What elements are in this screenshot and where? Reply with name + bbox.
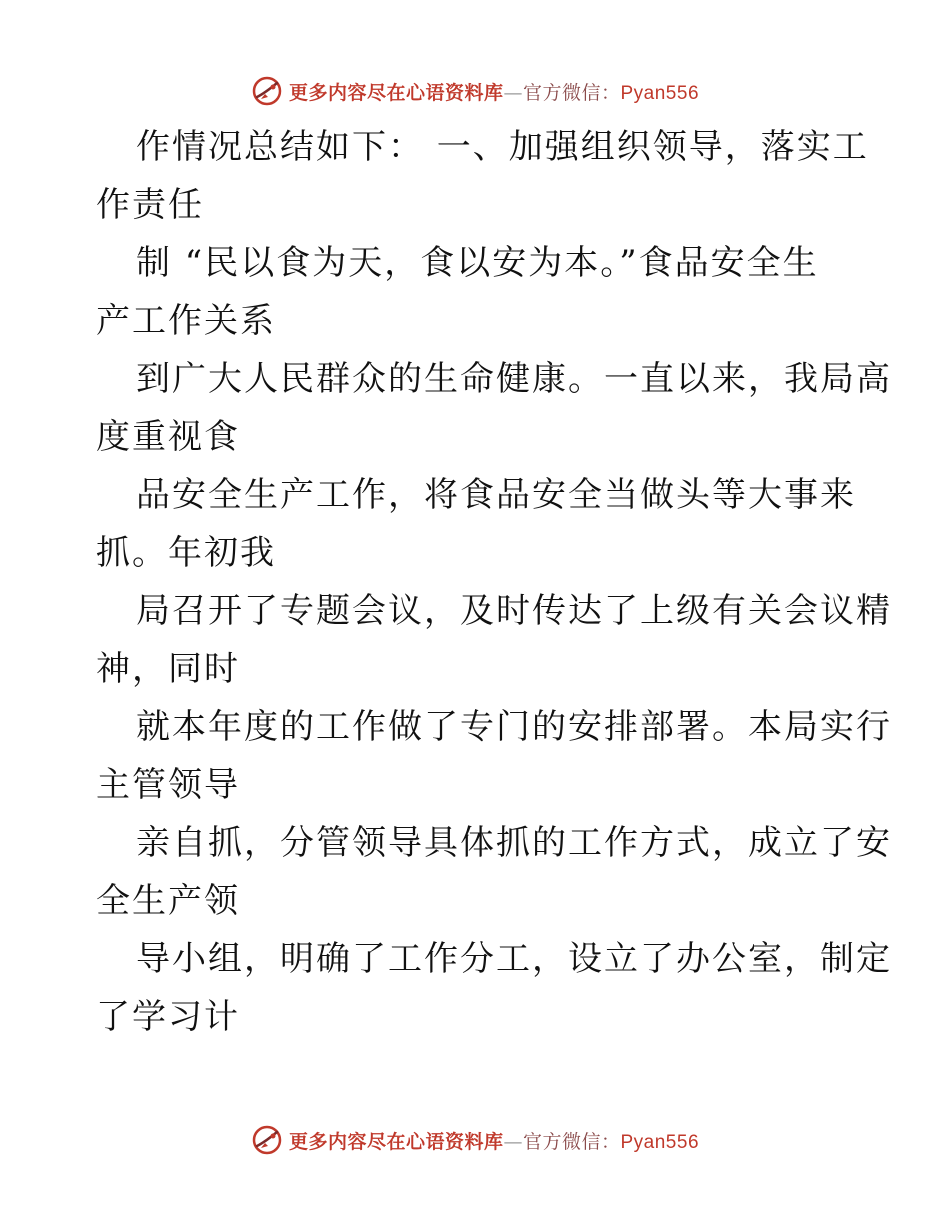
body-line: 到广大人民群众的生命健康。一直以来，我局高 (136, 359, 892, 399)
pen-circle-logo-icon (251, 1124, 283, 1156)
body-line: 作情况总结如下： 一、加强组织领导，落实工 (136, 127, 869, 167)
watermark-group (251, 1124, 699, 1156)
watermark-separator: — (503, 81, 523, 104)
body-line: 导小组，明确了工作分工，设立了办公室，制定 (136, 939, 892, 979)
body-line: 亲自抓，分管领导具体抓的工作方式，成立了安 (136, 823, 892, 863)
header-watermark (0, 71, 950, 111)
watermark-group (251, 75, 699, 107)
pen-circle-logo-icon (251, 75, 283, 107)
body-line: 作责任 (96, 185, 204, 225)
body-line: 度重视食 (96, 417, 240, 457)
body-line: 了学习计 (96, 997, 240, 1037)
body-line: 抓。年初我 (96, 533, 276, 573)
document-body (96, 118, 892, 1046)
body-line: 品安全生产工作，将食品安全当做头等大事来 (136, 475, 856, 515)
watermark-wechat-id: Pyan556 (620, 82, 700, 104)
watermark-wechat-id: Pyan556 (620, 1131, 700, 1153)
watermark-text (289, 1127, 699, 1154)
body-line: 产工作关系 (96, 301, 276, 341)
watermark-separator: — (503, 1130, 523, 1153)
body-line: 全生产领 (96, 881, 240, 921)
body-line: 局召开了专题会议，及时传达了上级有关会议精 (136, 591, 892, 631)
body-line: 神，同时 (96, 649, 240, 689)
body-line: 就本年度的工作做了专门的安排部署。本局实行 (136, 707, 892, 747)
watermark-wechat-label: 官方微信： (522, 1130, 621, 1153)
watermark-wechat-label: 官方微信： (522, 81, 621, 104)
footer-watermark (0, 1120, 950, 1160)
body-line: 主管领导 (96, 765, 240, 805)
body-line: 制 “民以食为天，食以安为本。”食品安全生 (136, 243, 819, 283)
watermark-brand: 更多内容尽在心语资料库 (288, 1130, 504, 1153)
watermark-text (289, 78, 699, 105)
watermark-brand: 更多内容尽在心语资料库 (288, 81, 504, 104)
